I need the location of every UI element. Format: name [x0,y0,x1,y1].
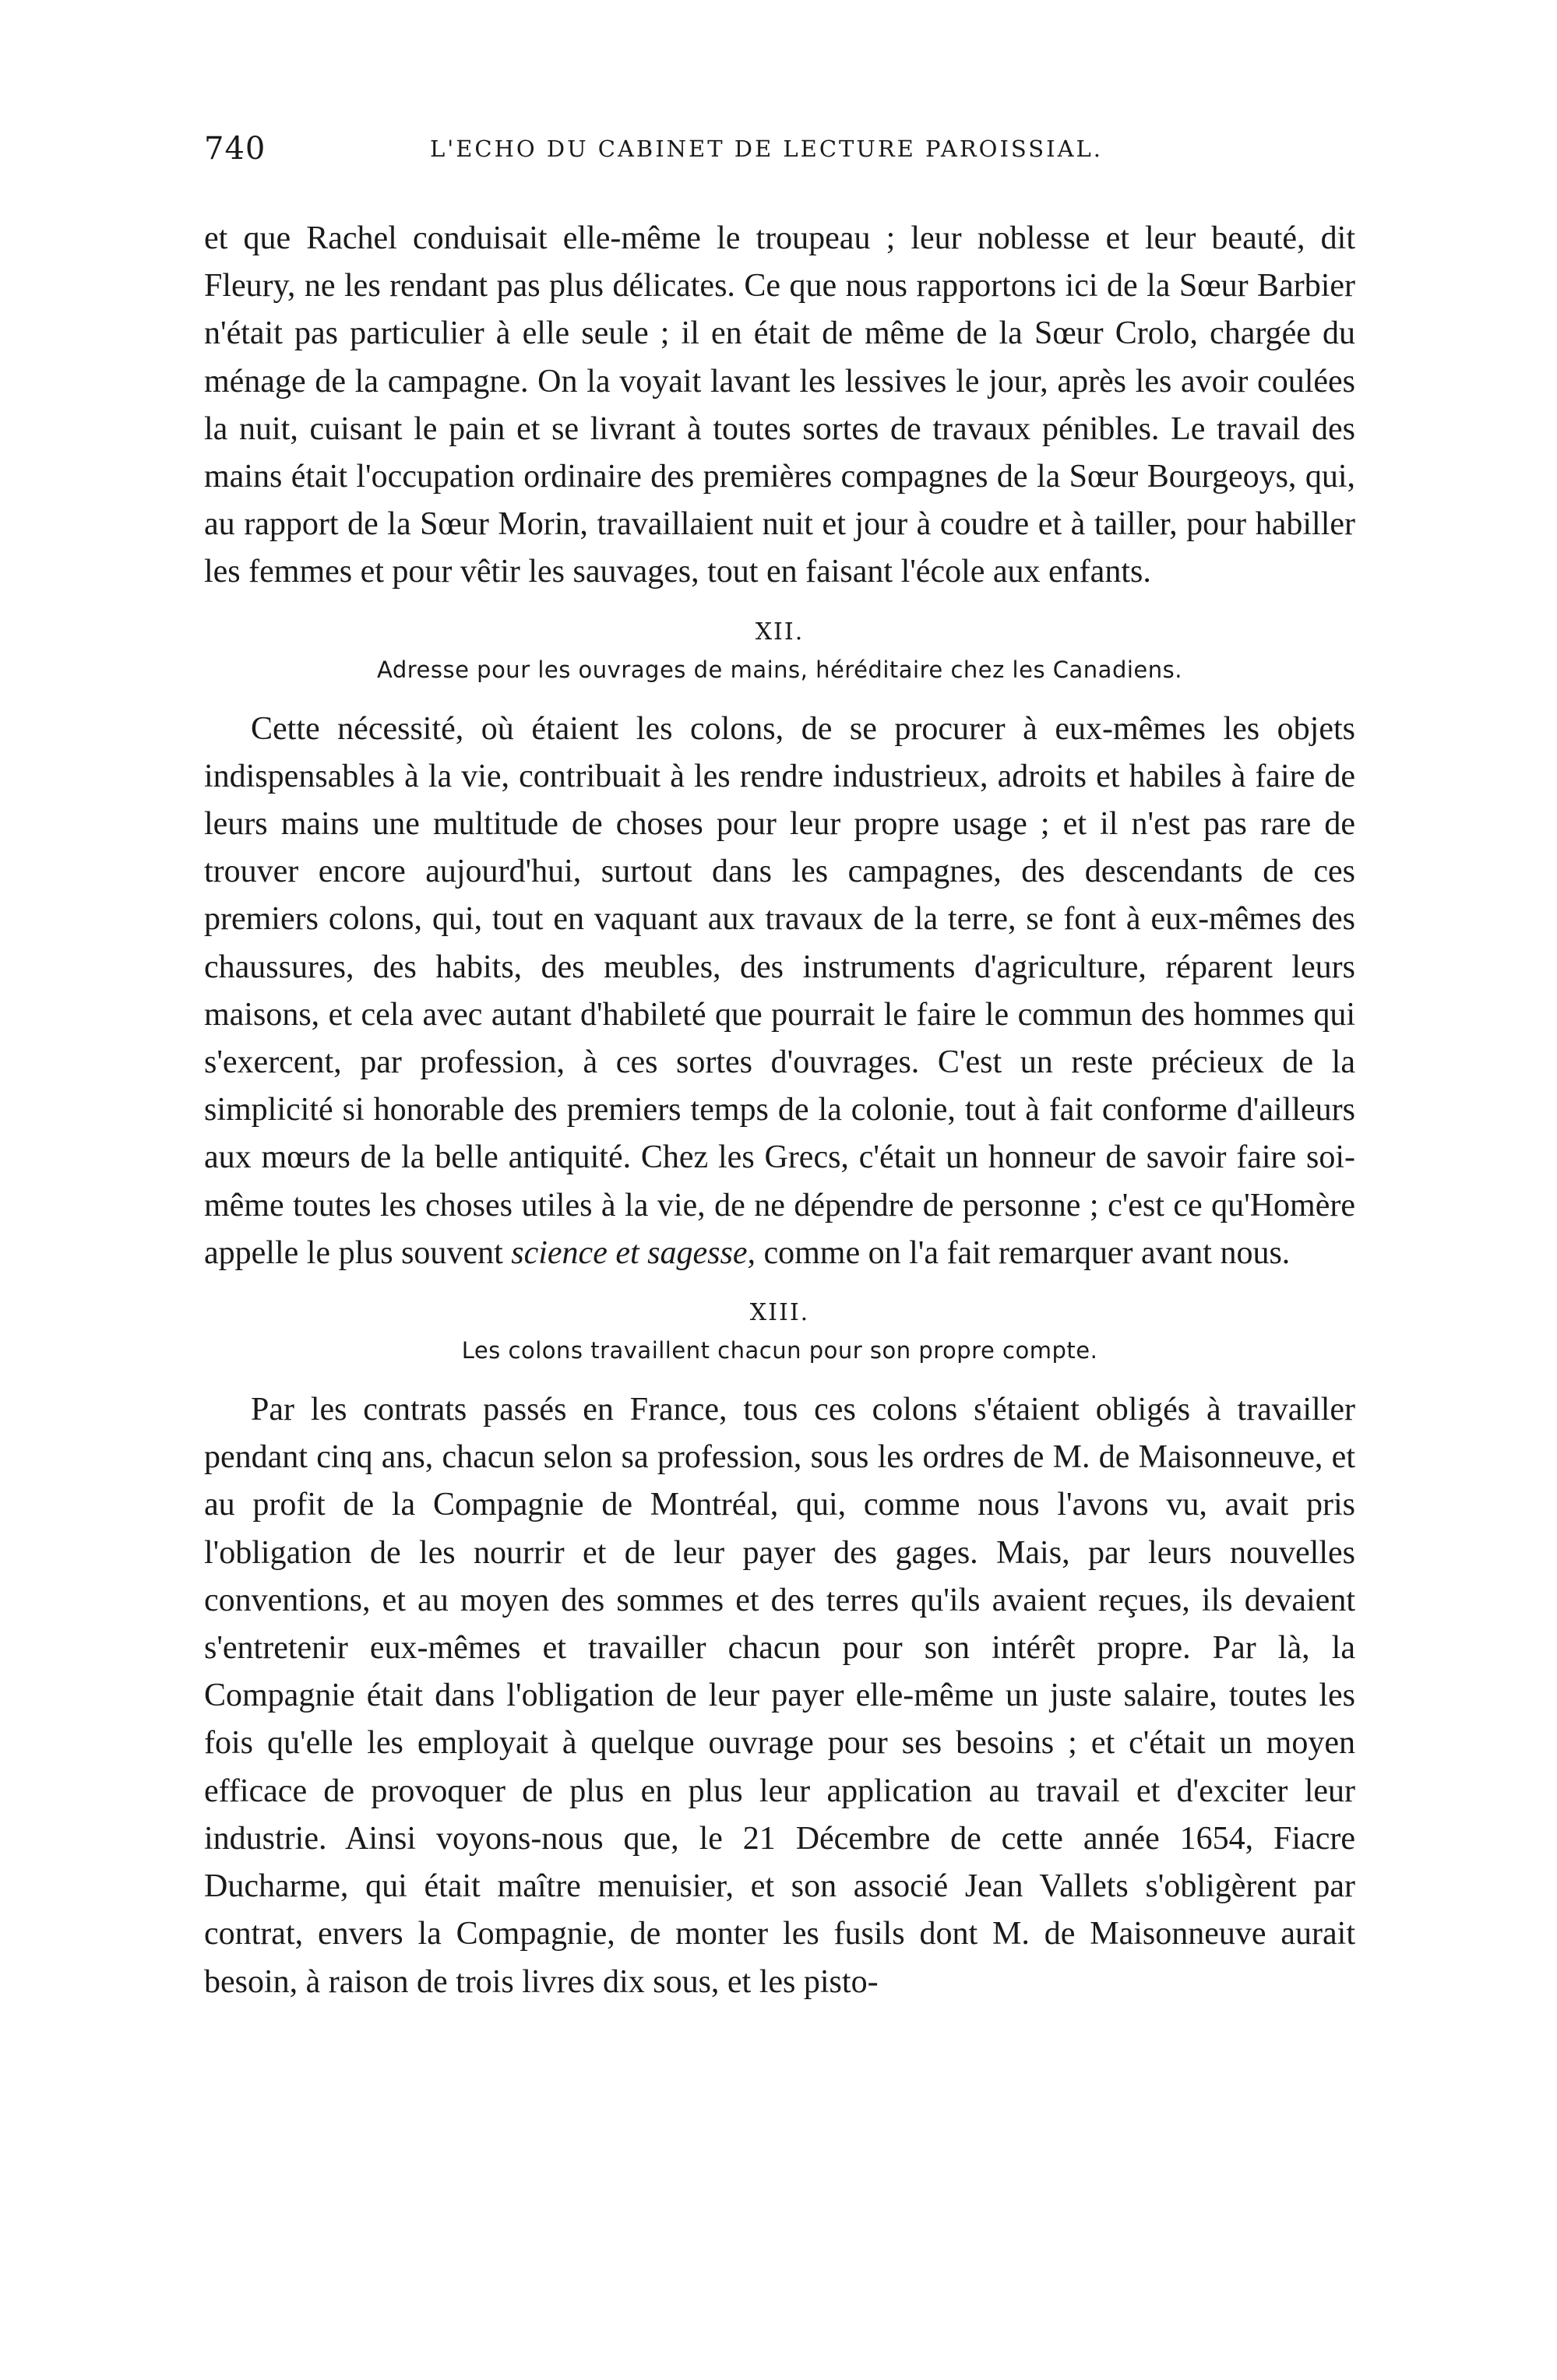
paragraph-text-end: comme on l'a fait remarquer avant nous. [755,1234,1291,1271]
section-title-xiii: Les colons travaillent chacun pour son propre compte. [461,1337,1098,1364]
italic-phrase: science et sagesse, [511,1234,756,1271]
paragraph-section-xiii: Par les contrats passés en France, tous ces colons s'étaient obligés à travailler pendant cinq ans, chacun selon sa profession, sous les ordres de M. de Maisonneuve, et au profit de la Compagnie de Montréal, qui, comme nous l'avons vu, avait pris l'obligation de les nourrir et de leur payer des gages. Mais, par leurs nouvelles conventions, et au moyen des sommes et des terres qu'ils avaient reçues, ils devaient s'entretenir eux-mêmes et travailler chacun pour son intérêt propre. Par là, la Compagnie était dans l'obligation de leur payer elle-même un juste salaire, toutes les fois qu'elle les employait à quelque ouvrage pour ses besoins ; et c'était un moyen efficace de provoquer de plus en plus leur application au travail et d'exciter leur industrie. Ainsi voyons-nous que, le 21 Décembre de cette année 1654, Fiacre Ducharme, qui était maître menuisier, et son associé Jean Vallets s'obligèrent par contrat, envers la Compagnie, de monter les fusils dont M. de Maisonneuve aurait besoin, à raison de trois livres dix sous, et les pisto- [204,1392,1355,2000]
paragraph-section-xii [204,706,1355,1277]
section-number-xii: XII. [755,618,805,646]
paragraph-continued: et que Rachel conduisait elle-même le troupeau ; leur noblesse et leur beauté, dit Fleury, ne les rendant pas plus délicates. Ce que nous rapportons ici de la Sœur Barbier n'était pas particulier à elle seule ; il en était de même de la Sœur Crolo, chargée du ménage de la campagne. On la voyait lavant les lessives le jour, après les avoir coulées la nuit, cuisant le pain et se livrant à toutes sortes de travaux pénibles. Le travail des mains était l'occupation ordinaire des premières compagnes de la Sœur Bourgeoys, qui, au rapport de la Sœur Morin, travaillaient nuit et jour à coudre et à tailler, pour habiller les femmes et pour vêtir les sauvages, tout en faisant l'école aux enfants. [204,220,1355,590]
page-body [204,215,1355,2006]
section-title-xii: Adresse pour les ouvrages de mains, héréditaire chez les Canadiens. [377,656,1182,683]
section-number-xiii: XIII. [749,1299,810,1327]
page-number: 740 [204,131,266,167]
paragraph-text: Cette nécessité, où étaient les colons, de se procurer à eux-mêmes les objets indispensables à la vie, contribuait à les rendre industrieux, adroits et habiles à faire de leurs mains une multitude de choses pour leur propre usage ; et il n'est pas rare de trouver encore aujourd'hui, surtout dans les campagnes, des descendants de ces premiers colons, qui, tout en vaquant aux travaux de la terre, se font à eux-mêmes des chaussures, des habits, des meubles, des instruments d'agriculture, réparent leurs maisons, et cela avec autant d'habileté que pourrait le faire le commun des hommes qui s'exercent, par profession, à ces sortes d'ouvrages. C'est un reste précieux de la simplicité si honorable des premiers temps de la colonie, tout à fait conforme d'ailleurs aux mœurs de la belle antiquité. Chez les Grecs, c'était un honneur de savoir faire soi-même toutes les choses utiles à la vie, de ne dépendre de personne ; c'est ce qu'Homère appelle le plus souvent [204,710,1355,1271]
running-title: L'ECHO DU CABINET DE LECTURE PAROISSIAL. [430,136,1104,162]
page-header [204,131,1357,178]
